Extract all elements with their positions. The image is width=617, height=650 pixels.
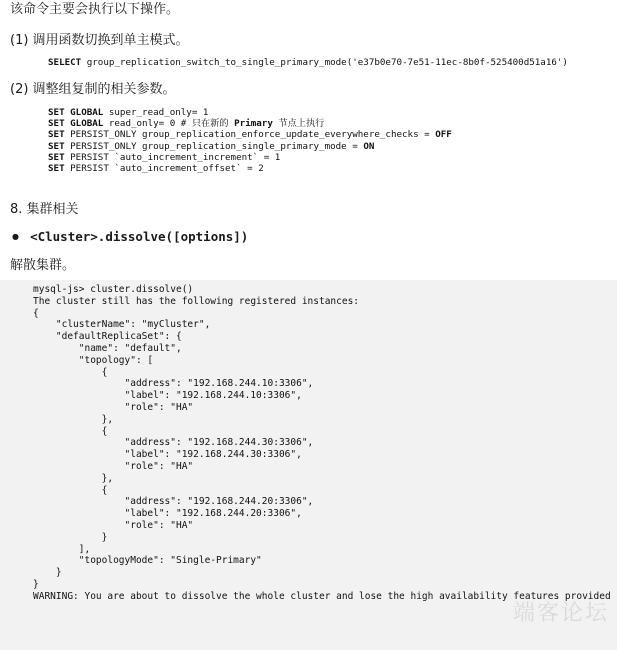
desc-text: 解散集群。 — [10, 258, 76, 273]
sql-keyword: SET GLOBAL — [48, 107, 104, 118]
sql-text: 节点上执行 — [272, 118, 325, 130]
bullet-code: <Cluster>.dissolve([options]) — [30, 229, 249, 244]
sql-keyword: Primary — [234, 118, 273, 130]
section-heading: 8. 集群相关 — [10, 202, 79, 217]
sql-text: PERSIST_ONLY group_replication_single_primary_mode = — [64, 140, 364, 152]
sql-line — [48, 107, 452, 118]
sql-line — [48, 118, 452, 129]
sql-text: group_replication_switch_to_single_primary_mode('e37b0e70-7e51-11ec-8b0f-525400d51a16') — [81, 57, 568, 68]
step2-label: (2) 调整组复制的相关参数。 — [10, 82, 176, 97]
sql-text: PERSIST_ONLY group_replication_enforce_update_everywhere_checks = — [64, 129, 436, 141]
sql-keyword: OFF — [435, 129, 452, 141]
sql-keyword: SET — [48, 151, 65, 163]
sql-text: PERSIST `auto_increment_offset` = 2 — [64, 163, 264, 175]
intro-text: 该命令主要会执行以下操作。 — [10, 2, 180, 17]
bullet-item — [12, 226, 248, 245]
shell-output: mysql-js> cluster.dissolve() The cluster still has the following registered instances: { "clusterName": "myCluster", "defaultReplicaSet": { "name": "default", "topology": [ { "address": "192.168.244.10:3306", "label": "192.168.244.10:3306", "role": "HA" }, { "address": "192.168.244.30:3306", "label": "192.168.244.30:3306", "role": "HA" }, { "address": "192.168.244.20:3306", "label": "192.168.244.20:3306", "role": "HA" } ], "topologyMode": "Single-Primary" } } WARNING: You are about to dissolve the whole cluster and lose the high availability features provided — [33, 284, 611, 602]
step1-label: (1) 调用函数切换到单主模式。 — [10, 33, 189, 48]
sql-keyword: SET GLOBAL — [48, 118, 104, 130]
sql-text: super_read_only= 1 — [103, 107, 209, 118]
bullet-icon: ● — [12, 232, 19, 241]
sql-text: PERSIST `auto_increment_increment` = 1 — [64, 151, 281, 163]
watermark: 端客论坛 — [512, 601, 609, 626]
step1-code — [48, 57, 568, 68]
sql-text: read_only= 0 # 只在新的 — [103, 118, 235, 130]
sql-keyword: SET — [48, 129, 65, 141]
sql-line — [48, 163, 452, 174]
step2-code — [48, 107, 452, 174]
sql-line — [48, 141, 452, 152]
sql-line — [48, 129, 452, 140]
sql-keyword: SELECT — [48, 57, 82, 68]
sql-keyword: SET — [48, 140, 65, 152]
sql-line — [48, 152, 452, 163]
sql-keyword: SET — [48, 163, 65, 175]
sql-keyword: ON — [363, 140, 375, 152]
